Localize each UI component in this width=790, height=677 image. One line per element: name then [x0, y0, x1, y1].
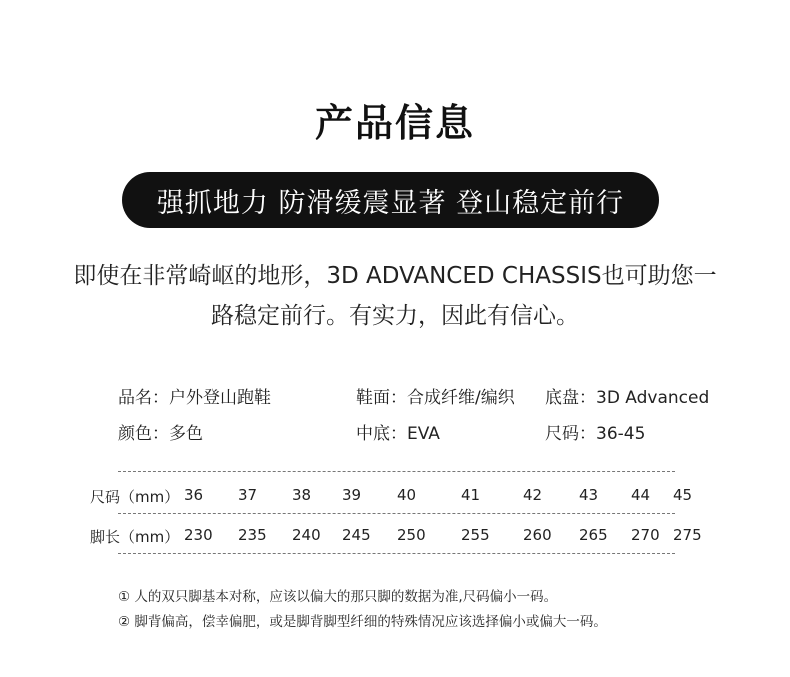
feature-banner: [122, 172, 659, 228]
length-cell: 270: [631, 526, 660, 544]
spec-upper: 鞋面：合成纤维/编织: [356, 388, 515, 408]
size-cell: 45: [673, 486, 693, 504]
length-cell: 245: [342, 526, 371, 544]
feature-banner-text: 强抓地力 防滑缓震显著 登山稳定前行: [156, 187, 625, 219]
length-cell: 255: [461, 526, 490, 544]
length-cell: 275: [673, 526, 702, 544]
size-cell: 43: [579, 486, 599, 504]
description-line-2: 路稳定前行。有实力，因此有信心。: [211, 303, 579, 329]
size-cell: 36: [184, 486, 204, 504]
size-cell: 37: [238, 486, 258, 504]
table-divider-middle: [118, 513, 675, 514]
foot-length-row-label: 脚长（mm）: [90, 528, 180, 546]
length-cell: 235: [238, 526, 267, 544]
size-cell: 39: [342, 486, 362, 504]
length-cell: 240: [292, 526, 321, 544]
foot-length-row: [0, 526, 790, 548]
spec-size-range: 尺码：36-45: [545, 424, 646, 444]
table-divider-top: [118, 471, 675, 472]
size-cell: 41: [461, 486, 481, 504]
spec-product-name: 品名：户外登山跑鞋: [118, 388, 271, 408]
product-description: [20, 256, 770, 336]
spec-color: 颜色：多色: [118, 424, 203, 444]
spec-chassis: 底盘：3D Advanced: [545, 388, 710, 408]
size-cell: 38: [292, 486, 312, 504]
length-cell: 230: [184, 526, 213, 544]
size-row: [0, 486, 790, 508]
size-row-label: 尺码（mm）: [90, 488, 180, 506]
length-cell: 265: [579, 526, 608, 544]
size-note-1: ① 人的双只脚基本对称，应该以偏大的那只脚的数据为准,尺码偏小一码。: [118, 589, 558, 605]
description-line-1: 即使在非常崎岖的地形，3D ADVANCED CHASSIS也可助您一: [73, 263, 717, 289]
size-cell: 42: [523, 486, 543, 504]
size-cell: 40: [397, 486, 417, 504]
spec-midsole: 中底：EVA: [356, 424, 440, 444]
size-note-2: ② 脚背偏高，偿幸偏肥，或是脚背脚型纤细的特殊情况应该选择偏小或偏大一码。: [118, 614, 607, 630]
length-cell: 260: [523, 526, 552, 544]
length-cell: 250: [397, 526, 426, 544]
page-title: 产品信息: [314, 101, 475, 145]
size-cell: 44: [631, 486, 651, 504]
table-divider-bottom: [118, 553, 675, 554]
